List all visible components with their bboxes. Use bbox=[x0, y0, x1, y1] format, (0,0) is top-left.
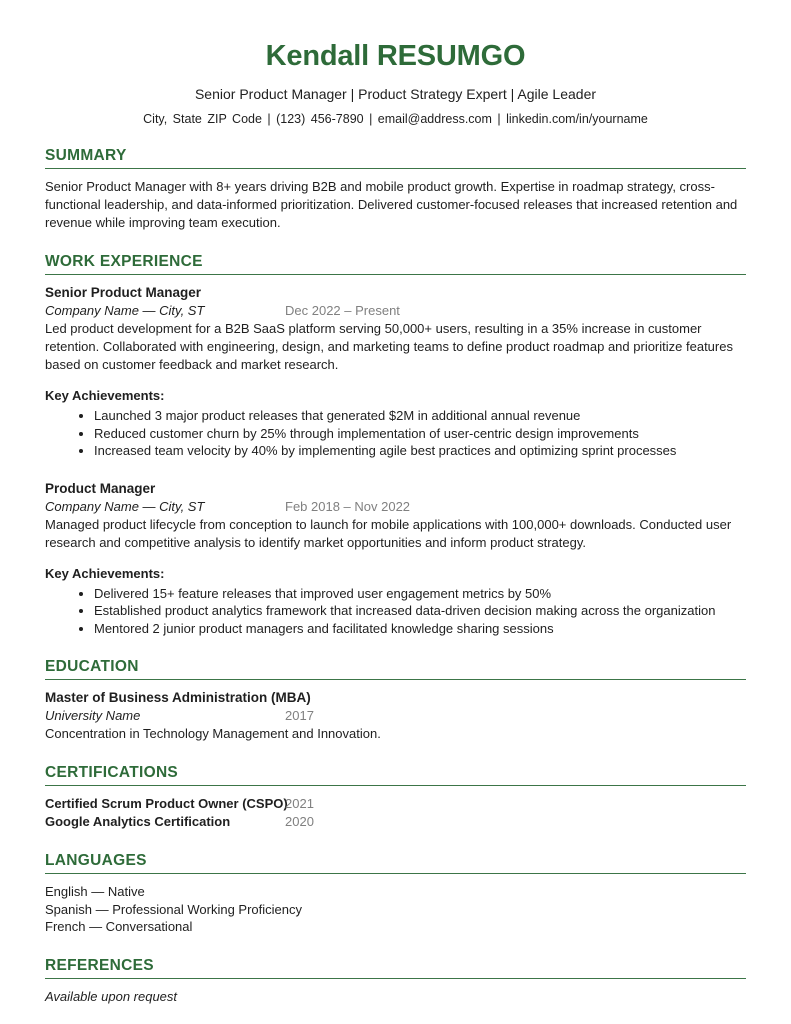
certification-year: 2020 bbox=[285, 814, 314, 830]
achievement-item: • Established product analytics framework that increased data-driven decision making across the organization bbox=[94, 602, 746, 620]
achievement-item: • Increased team velocity by 40% by implementing agile best practices and optimizing sprint processes bbox=[94, 442, 746, 460]
summary-heading: SUMMARY bbox=[45, 147, 746, 169]
section-references bbox=[45, 957, 746, 1006]
contact-info: City, State ZIP Code | (123) 456-7890 | email@address.com | linkedin.com/in/yourname bbox=[143, 112, 648, 127]
certification-name: Google Analytics Certification bbox=[45, 814, 231, 830]
languages-heading: LANGUAGES bbox=[45, 852, 746, 874]
job-entry-product-manager bbox=[45, 480, 746, 638]
certifications-heading: CERTIFICATIONS bbox=[45, 764, 746, 786]
achievement-item: • Reduced customer churn by 25% through implementation of user-centric design improvements bbox=[94, 425, 746, 443]
work-experience-heading: WORK EXPERIENCE bbox=[45, 253, 746, 275]
section-certifications bbox=[45, 764, 746, 831]
job-meta-row bbox=[45, 302, 746, 320]
job-dates: Feb 2018 – Nov 2022 bbox=[285, 498, 411, 514]
certification-name: Certified Scrum Product Owner (CSPO) bbox=[45, 796, 288, 812]
education-heading: EDUCATION bbox=[45, 658, 746, 680]
job-company: Company Name — City, ST bbox=[45, 498, 205, 514]
certification-year: 2021 bbox=[285, 796, 314, 812]
certification-row bbox=[45, 813, 746, 831]
achievements-list bbox=[45, 585, 746, 638]
candidate-name: Kendall RESUMGO bbox=[265, 40, 526, 72]
section-education bbox=[45, 658, 746, 743]
section-work-experience bbox=[45, 253, 746, 637]
education-meta-row bbox=[45, 707, 746, 725]
achievements-label: Key Achievements: bbox=[45, 388, 165, 404]
references-heading: REFERENCES bbox=[45, 957, 746, 979]
job-title: Senior Product Manager bbox=[45, 285, 202, 301]
job-meta-row bbox=[45, 498, 746, 516]
graduation-year: 2017 bbox=[285, 708, 314, 724]
job-entry-senior-product-manager bbox=[45, 284, 746, 460]
job-title: Product Manager bbox=[45, 480, 156, 496]
achievements-label: Key Achievements: bbox=[45, 565, 165, 581]
job-dates: Dec 2022 – Present bbox=[285, 303, 400, 319]
references-text: Available upon request bbox=[45, 988, 178, 1004]
achievement-item: • Launched 3 major product releases that generated $2M in additional annual revenue bbox=[94, 407, 746, 425]
resume-header bbox=[45, 40, 746, 126]
summary-text: Senior Product Manager with 8+ years driving B2B and mobile product growth. Expertise in roadmap strategy, cross-functional leadership, and data-informed prioritization. Delivered customer-focused releases that increased retention and revenue while improving team execution. bbox=[45, 179, 738, 231]
degree-title: Master of Business Administration (MBA) bbox=[45, 690, 311, 706]
education-detail: Concentration in Technology Management and Innovation. bbox=[45, 726, 381, 742]
achievement-item: • Mentored 2 junior product managers and facilitated knowledge sharing sessions bbox=[94, 620, 746, 638]
language-item: French — Conversational bbox=[45, 919, 193, 935]
university-name: University Name bbox=[45, 708, 141, 724]
section-summary bbox=[45, 147, 746, 232]
job-description: Led product development for a B2B SaaS platform serving 50,000+ users, resulting in a 35% increase in customer retention. Collaborated with engineering, design, and marketing teams to define product roadmap and prioritize features based on customer feedback and market research. bbox=[45, 321, 733, 373]
job-description: Managed product lifecycle from conception to launch for mobile applications with 100,000+ downloads. Conducted user research and competitive analysis to identify market opportunities and inform product strategy. bbox=[45, 516, 732, 550]
achievements-list bbox=[45, 407, 746, 460]
job-company: Company Name — City, ST bbox=[45, 303, 205, 319]
section-languages bbox=[45, 852, 746, 936]
language-item: Spanish — Professional Working Proficiency bbox=[45, 901, 302, 917]
language-item: English — Native bbox=[45, 884, 145, 900]
headline-tagline: Senior Product Manager | Product Strategy Expert | Agile Leader bbox=[194, 86, 597, 103]
certification-row bbox=[45, 795, 746, 813]
achievement-item: • Delivered 15+ feature releases that improved user engagement metrics by 50% bbox=[94, 585, 746, 603]
